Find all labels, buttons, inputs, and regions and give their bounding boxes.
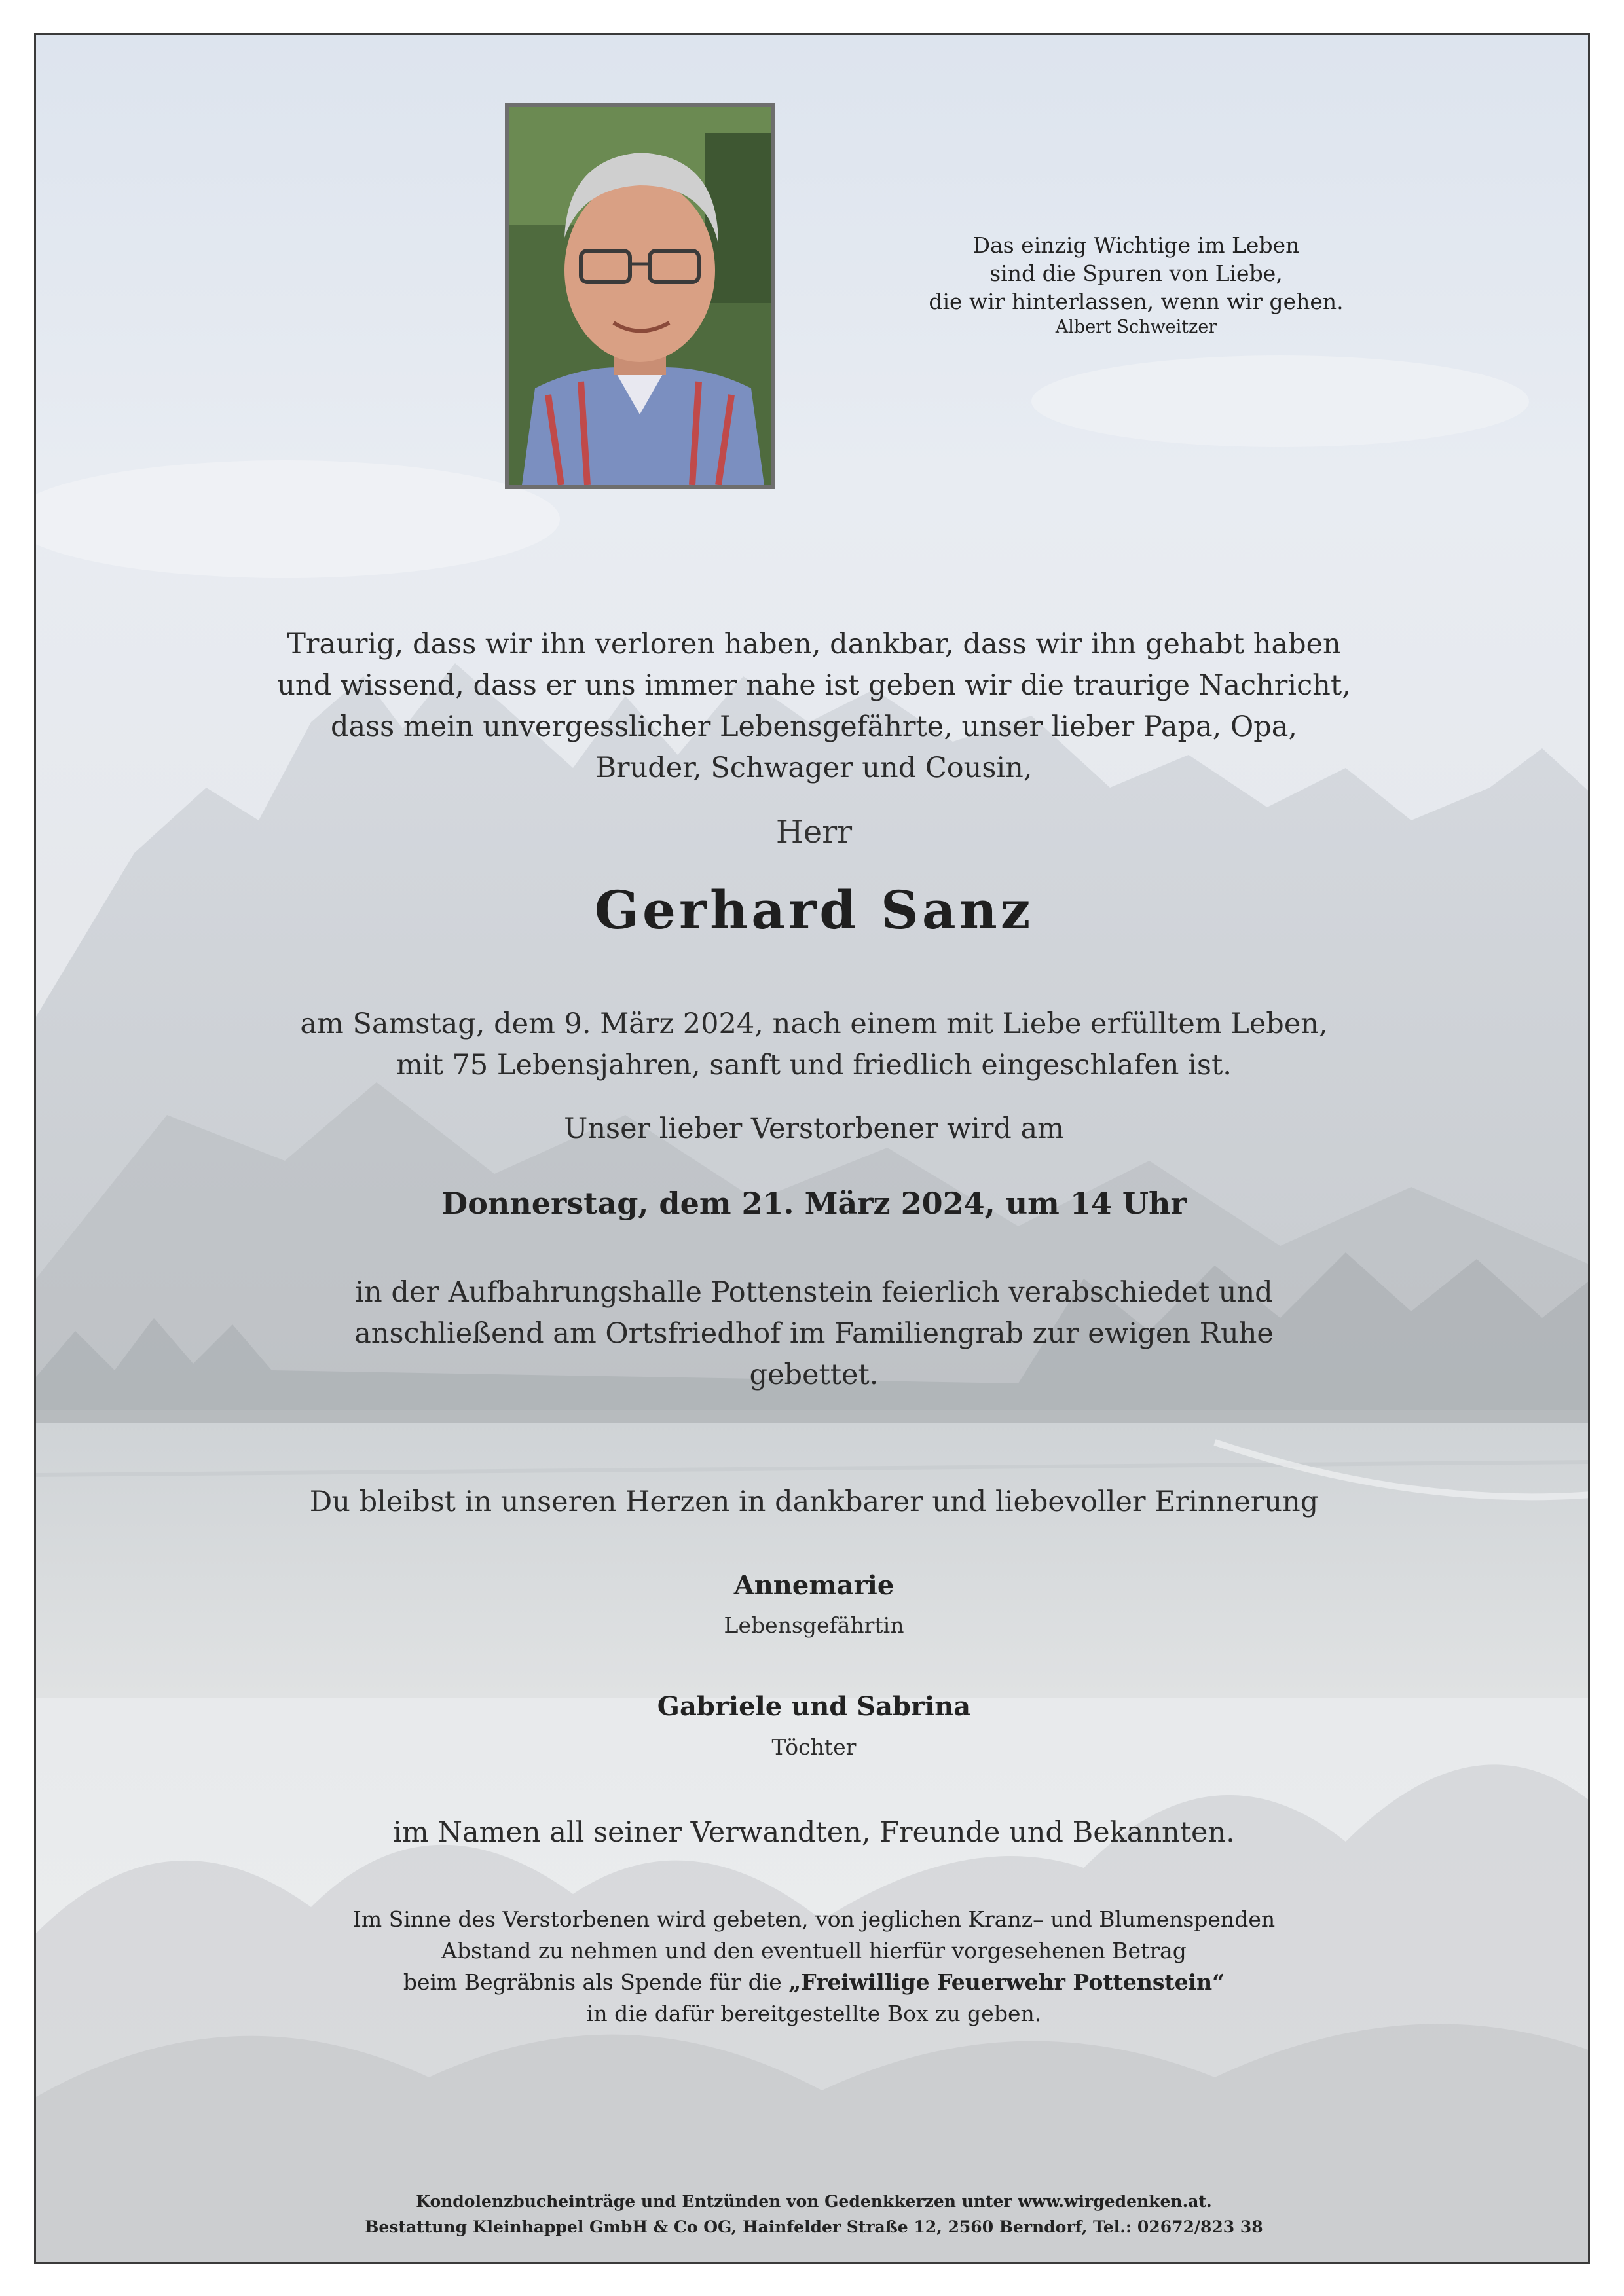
- quote-line: die wir hinterlassen, wenn wir gehen.: [929, 289, 1344, 314]
- intro-paragraph: [36, 624, 1590, 789]
- quote-author: Albert Schweitzer: [1055, 317, 1217, 337]
- intro-line: dass mein unvergesslicher Lebensgefährte, unser lieber Papa, Opa,: [330, 710, 1298, 743]
- portrait-photo: [505, 103, 775, 489]
- mourner-name: Gabriele und Sabrina: [657, 1691, 971, 1722]
- portrait-image: [509, 107, 771, 485]
- footer-condolence-line: Kondolenzbucheinträge und Entzünden von Gedenkkerzen unter www.wirgedenken.at.: [416, 2192, 1212, 2211]
- intro-line: und wissend, dass er uns immer nahe ist geben wir die traurige Nachricht,: [277, 669, 1351, 702]
- intro-line: Traurig, dass wir ihn verloren haben, dankbar, dass wir ihn gehabt haben: [287, 628, 1341, 661]
- mourner-role: Lebensgefährtin: [724, 1613, 904, 1638]
- footer-undertaker-line: Bestattung Kleinhappel GmbH & Co OG, Hainfelder Straße 12, 2560 Berndorf, Tel.: 02672/823 38: [365, 2217, 1263, 2236]
- death-line: am Samstag, dem 9. März 2024, nach einem mit Liebe erfülltem Leben,: [300, 1008, 1328, 1040]
- on-behalf-line: im Namen all seiner Verwandten, Freunde und Bekannten.: [393, 1816, 1235, 1849]
- funeral-date: Donnerstag, dem 21. März 2024, um 14 Uhr: [441, 1186, 1187, 1221]
- intro-line: Bruder, Schwager und Cousin,: [595, 752, 1033, 784]
- request-line: [36, 1967, 1590, 1998]
- request-prefix: beim Begräbnis als Spende für die: [403, 1969, 789, 1995]
- funeral-place-line: anschließend am Ortsfriedhof im Familiengrab zur ewigen Ruhe: [354, 1317, 1274, 1350]
- deceased-name: Gerhard Sanz: [594, 879, 1034, 941]
- donation-request: [36, 1904, 1590, 2030]
- request-line: in die dafür bereitgestellte Box zu geben.: [586, 2001, 1042, 2026]
- request-line: Abstand zu nehmen und den eventuell hierfür vorgesehenen Betrag: [441, 1938, 1187, 1963]
- quote-block: [907, 231, 1365, 339]
- quote-line: sind die Spuren von Liebe,: [989, 261, 1283, 286]
- mourner-role: Töchter: [771, 1734, 857, 1760]
- funeral-place-line: gebettet.: [749, 1358, 879, 1391]
- quote-line: Das einzig Wichtige im Leben: [972, 232, 1300, 258]
- funeral-place-line: in der Aufbahrungshalle Pottenstein feierlich verabschiedet und: [355, 1276, 1273, 1309]
- salutation: Herr: [775, 814, 853, 850]
- funeral-place-paragraph: [36, 1272, 1590, 1396]
- funeral-intro: Unser lieber Verstorbener wird am: [564, 1112, 1064, 1145]
- footer: [36, 2189, 1590, 2240]
- beneficiary-name: „Freiwillige Feuerwehr Pottenstein“: [788, 1969, 1225, 1995]
- mourner-name: Annemarie: [733, 1570, 895, 1601]
- page-frame: [34, 33, 1590, 2264]
- request-line: Im Sinne des Verstorbenen wird gebeten, von jeglichen Kranz– und Blumenspenden: [352, 1906, 1276, 1932]
- death-line: mit 75 Lebensjahren, sanft und friedlich eingeschlafen ist.: [396, 1049, 1232, 1082]
- death-paragraph: [36, 1004, 1590, 1086]
- remembrance-line: Du bleibst in unseren Herzen in dankbarer und liebevoller Erinnerung: [309, 1485, 1319, 1518]
